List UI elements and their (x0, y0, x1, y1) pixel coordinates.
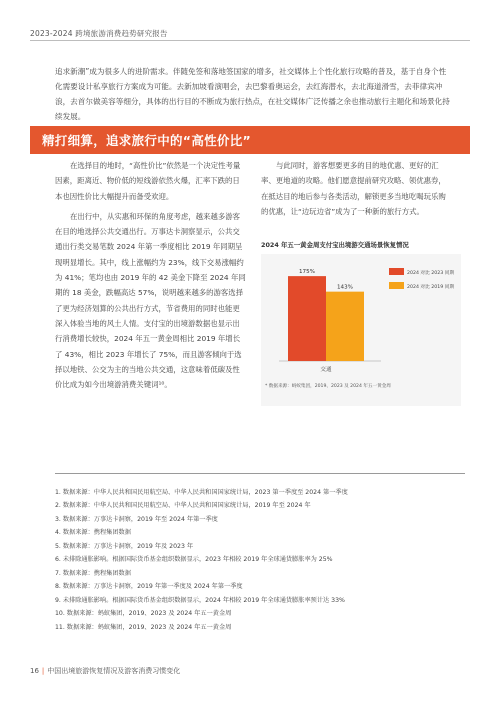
header-divider (30, 40, 470, 41)
footnote-item: 10. 数据来源：蚂蚁集团，2019、2023 及 2024 年五一黄金周 (55, 610, 232, 618)
chart-source-note: * 数据来源：蚂蚁集团，2019、2023 及 2024 年五一黄金周 (265, 384, 391, 389)
right-paragraph-1: 与此同时，游客想要更多的目的地优惠、更好的汇率、更地道的攻略。他们愿意提前研究攻略、领优惠券，在抵达目的地后参与各类活动，解锁更多当地吃喝玩乐购的优惠，让“边玩边省”成为了一种新的旅行方式。 (261, 161, 446, 216)
left-paragraph-1: 在选择目的地时，“高性价比”依然是一个决定性考量因素，距离近、物价低的短线游依然火爆，汇率下跌的日本也因性价比大幅提升而备受欢迎。 (55, 161, 241, 201)
bar-1 (288, 276, 326, 361)
bar-chart (261, 254, 461, 406)
report-header-title: 2023-2024 跨境旅游消费趋势研究报告 (30, 29, 168, 38)
footer-separator: | (41, 667, 45, 675)
footnote-item: 6. 未排除通胀影响。根据国际货币基金组织数据显示，2023 年相较 2019 年全球通货膨胀率为 25% (55, 556, 333, 564)
footnote-item: 5. 数据来源：万事达卡洞察，2019 年及 2023 年 (55, 542, 194, 550)
footer-title: 中国出境旅游恢复情况及游客消费习惯变化 (47, 667, 181, 675)
intro-paragraph: 追求新潮”成为很多人的进阶需求。伴随免签和落地签国家的增多，社交媒体上个性化旅行攻略的普及，基于自身个性化需要设计私享旅行方案成为可能。去新加坡看演唱会，去巴黎看奥运会，去红海潜水，去北海道滑雪，去菲律宾冲浪，去首尔做美容等细分，具体的出行目的不断成为旅行热点，在社交媒体广泛传播之余也推动旅行主题化和场景化持续发展。 (55, 67, 450, 121)
chart-title: 2024 年五一黄金周支付宝出境游交通场景恢复情况 (261, 241, 409, 249)
section-title: 精打细算，追求旅行中的“高性价比” (42, 133, 252, 148)
legend-swatch (389, 282, 404, 289)
footnote-item: 1. 数据来源：中华人民共和国民用航空局、中华人民共和国国家统计局，2023 第一季度至 2024 第一季度 (55, 489, 348, 496)
footnote-item: 2. 数据来源：中华人民共和国民用航空局、中华人民共和国国家统计局，2019 年至 2024 年 (55, 502, 311, 510)
left-column (55, 158, 247, 397)
category-tick-label: 交通 (320, 367, 332, 373)
page-number: 16 (30, 667, 39, 675)
footnotes (55, 486, 465, 634)
footnote-item: 9. 未排除通胀影响。根据国际货币基金组织数据显示，2024 年相较 2019 年全球通货膨胀率预计达 33% (55, 596, 345, 604)
footnote-item: 11. 数据来源：蚂蚁集团，2019、2023 及 2024 年五一黄金周 (55, 623, 232, 631)
footnote-item: 3. 数据来源：万事达卡洞察，2019 年至 2024 年第一季度 (55, 515, 218, 523)
left-paragraph-2: 在出行中，从实惠和环保的角度考虑，越来越多游客在目的地选择公共交通出行。万事达卡洞察显示，公共交通出行类交易笔数 2024 年第一季度相比 2019 年同期呈现明显增长。其中，线上涨幅约为 23%，线下交易涨幅约为 41%；笔均也由 2019 年的 42 美金下降至 2024 年同期的 18 美金，跌幅高达 57%，说明越来越多的游客选择了更为经济划算的公共出行方式，节省费用的同时也能更深入体验当地的风土人情。支付宝的出境游数据也显示出行消费增长较快，2024 年五一黄金周相比 2019 年增长了 43%，相比 2023 年增长了 75%，而且游客倾向于选择以地铁、公交为主的当地公共交通，这意味着低碳及性价比成为如今出境游消费关键词¹⁰。 (55, 211, 246, 390)
bar-data-label: 143% (337, 284, 353, 291)
page-footer (30, 666, 180, 676)
legend-swatch (389, 268, 404, 275)
right-column (261, 158, 451, 219)
footnote-item: 4. 数据来源：携程集团数据 (55, 529, 131, 537)
footnote-item: 8. 数据来源：万事达卡洞察，2019 年第一季度及 2024 年第一季度 (55, 583, 243, 591)
bar-data-label: 175% (299, 269, 315, 276)
footnote-item: 7. 数据来源：携程集团数据 (55, 569, 131, 577)
bar-2 (326, 292, 364, 361)
legend-label: 2024 对比 2023 同期 (407, 271, 455, 276)
footnote-divider (55, 473, 465, 474)
legend-label: 2024 对比 2019 同期 (407, 285, 455, 290)
